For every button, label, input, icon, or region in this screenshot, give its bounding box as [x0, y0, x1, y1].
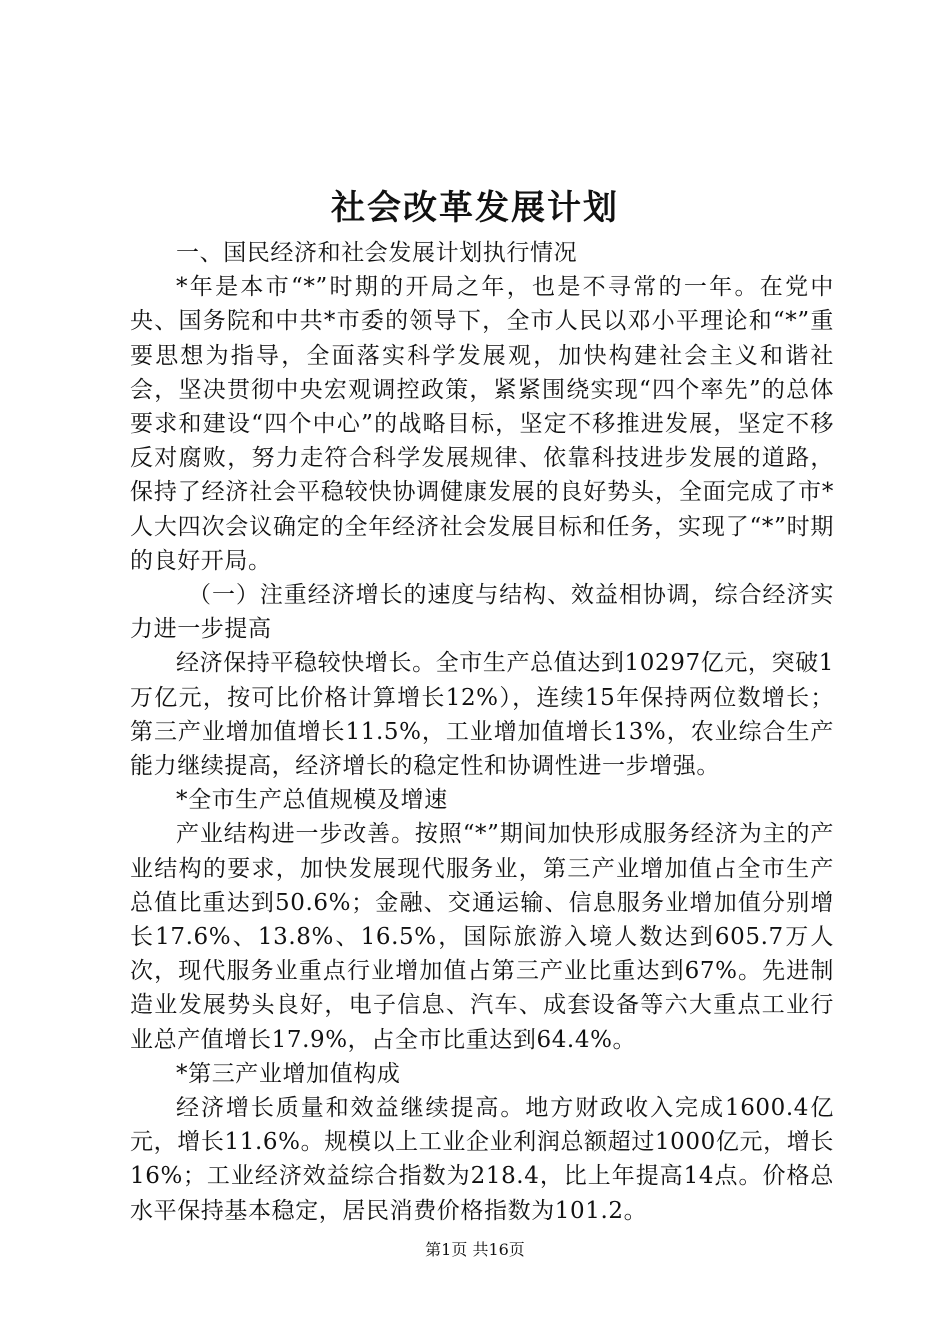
figure-caption-gdp: *全市生产总值规模及增速: [176, 787, 448, 814]
document-body: [130, 236, 834, 1228]
section-heading-1: 一、国民经济和社会发展计划执行情况: [176, 240, 578, 266]
figure-caption-tertiary: *第三产业增加值构成: [176, 1060, 401, 1087]
subsection-heading-1: （一）注重经济增长的速度与结构、效益相协调，综合经济实力进一步提高: [130, 582, 834, 643]
paragraph-quality: 经济增长质量和效益继续提高。地方财政收入完成1600.4亿元，增长11.6%。规模以上工业企业利润总额超过1000亿元，增长16%；工业经济效益综合指数为218.4，比上年提高14点。价格总水平保持基本稳定，居民消费价格指数为101.2。: [130, 1095, 834, 1224]
page-footer: 第1页 共16页: [425, 1240, 525, 1259]
paragraph-growth: 经济保持平稳较快增长。全市生产总值达到10297亿元，突破1万亿元，按可比价格计算增长12%），连续15年保持两位数增长；第三产业增加值增长11.5%，工业增加值增长13%，农业综合生产能力继续提高，经济增长的稳定性和协调性进一步增强。: [130, 650, 834, 780]
document-title: 社会改革发展计划: [331, 188, 619, 228]
paragraph-structure: 产业结构进一步改善。按照“*”期间加快形成服务经济为主的产业结构的要求，加快发展现代服务业，第三产业增加值占全市生产总值比重达到50.6%；金融、交通运输、信息服务业增加值分别增长17.6%、13.8%、16.5%，国际旅游入境人数达到605.7万人次，现代服务业重点行业增加值占第三产业比重达到67%。先进制造业发展势头良好，电子信息、汽车、成套设备等六大重点工业行业总产值增长17.9%，占全市比重达到64.4%。: [130, 821, 834, 1053]
paragraph-overview: *年是本市“*”时期的开局之年，也是不寻常的一年。在党中央、国务院和中共*市委的领导下，全市人民以邓小平理论和“*”重要思想为指导，全面落实科学发展观，加快构建社会主义和谐社会，坚决贯彻中央宏观调控政策，紧紧围绕实现“四个率先”的总体要求和建设“四个中心”的战略目标，坚定不移推进发展，坚定不移反对腐败，努力走符合科学发展规律、依靠科技进步发展的道路，保持了经济社会平稳较快协调健康发展的良好势头，全面完成了市*人大四次会议确定的全年经济社会发展目标和任务，实现了“*”时期的良好开局。: [130, 274, 834, 574]
